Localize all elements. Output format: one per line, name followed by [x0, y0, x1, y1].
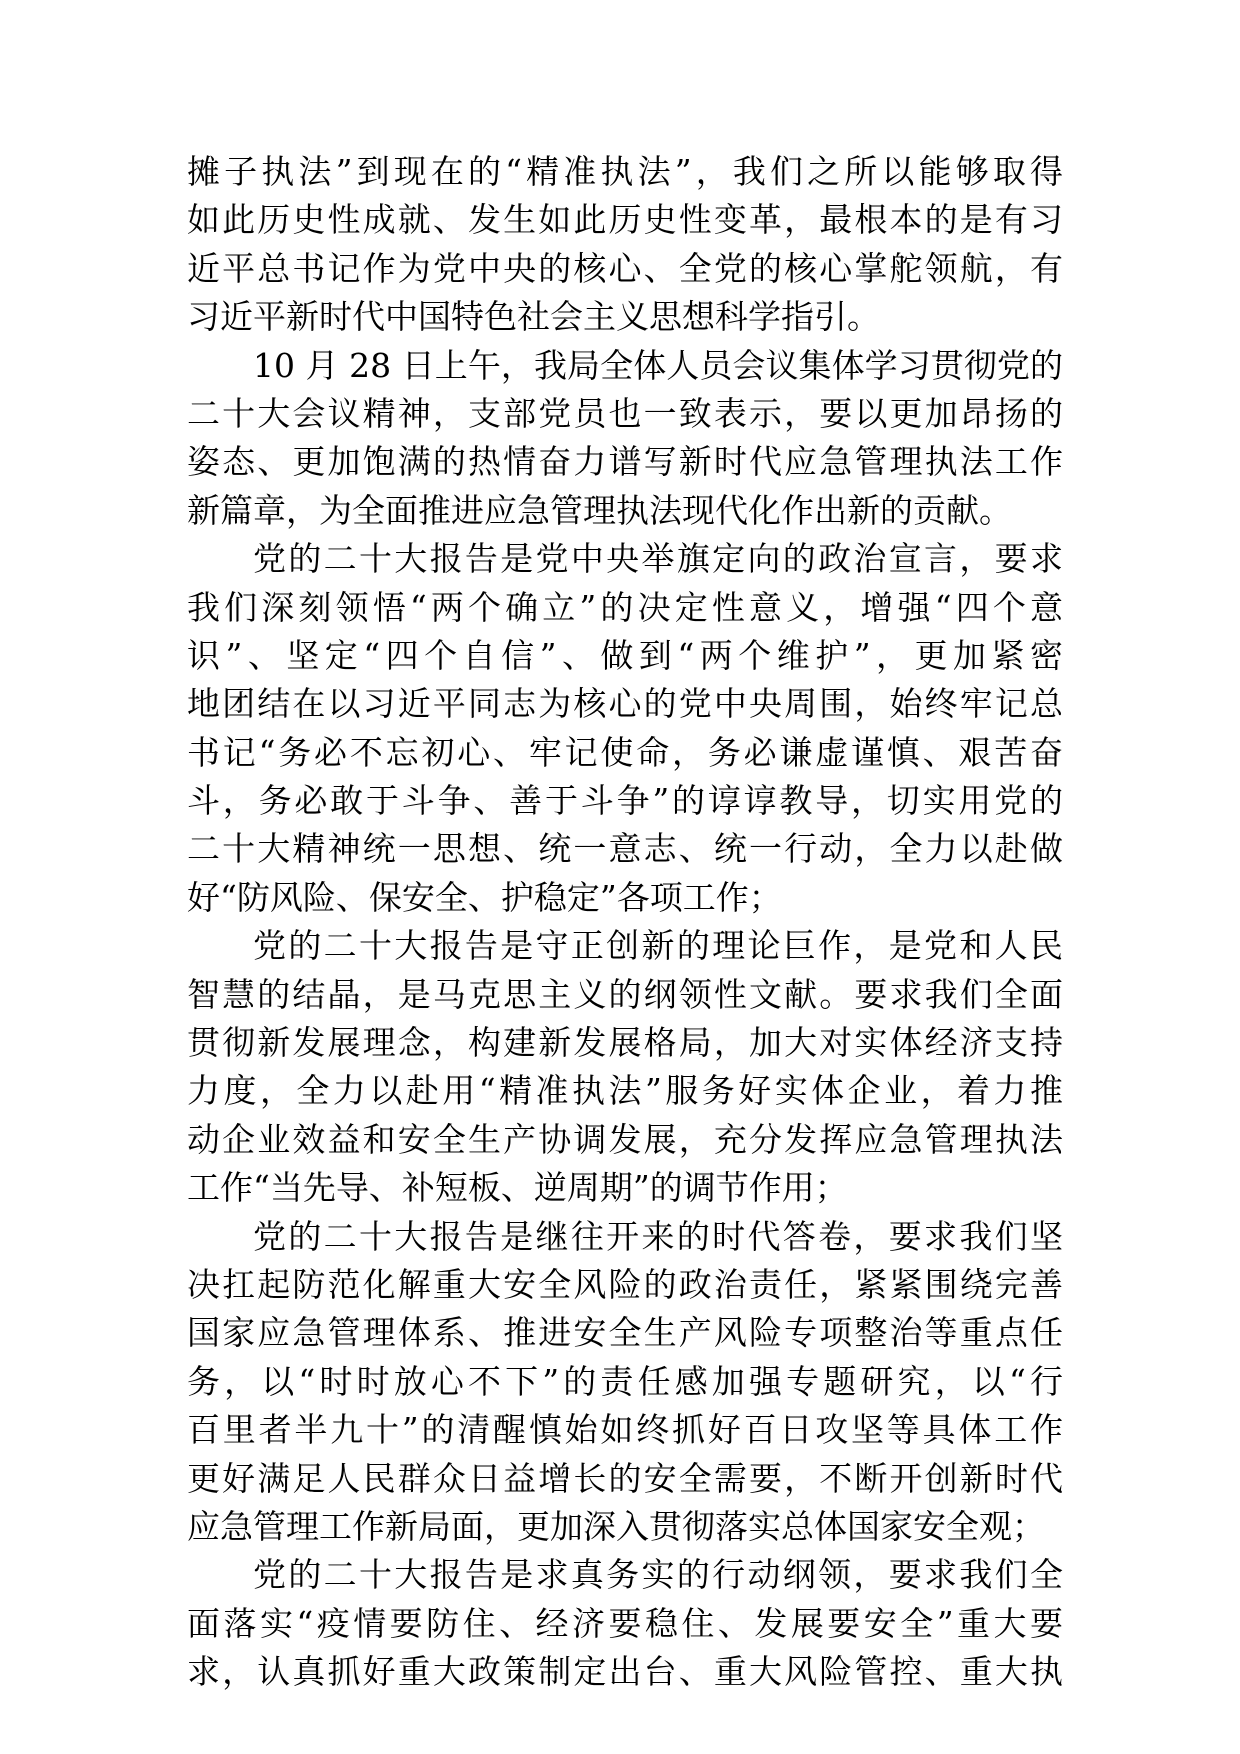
text-line: 面落实“疫情要防住、经济要稳住、发展要安全”重大要 [187, 1603, 1063, 1643]
paragraph-start-line: 10 月 28 日上午，我局全体人员会议集体学习贯彻党的 [253, 345, 1063, 385]
paragraph-start-line: 党的二十大报告是求真务实的行动纲领，要求我们全 [253, 1555, 1063, 1595]
text-line: 新篇章，为全面推进应急管理执法现代化作出新的贡献。 [187, 490, 1012, 530]
text-line: 书记“务必不忘初心、牢记使命，务必谦虚谨慎、艰苦奋 [187, 732, 1063, 772]
text-line: 好“防风险、保安全、护稳定”各项工作； [187, 877, 782, 917]
text-line: 近平总书记作为党中央的核心、全党的核心掌舵领航，有 [187, 248, 1063, 288]
text-line: 我们深刻领悟“两个确立”的决定性意义，增强“四个意 [187, 587, 1063, 627]
text-line: 二十大会议精神，支部党员也一致表示，要以更加昂扬的 [187, 393, 1063, 433]
text-line: 贯彻新发展理念，构建新发展格局，加大对实体经济支持 [187, 1023, 1063, 1063]
text-line: 智慧的结晶，是马克思主义的纲领性文献。要求我们全面 [187, 974, 1063, 1014]
text-line: 决扛起防范化解重大安全风险的政治责任，紧紧围绕完善 [187, 1264, 1063, 1304]
text-line: 习近平新时代中国特色社会主义思想科学指引。 [187, 297, 880, 337]
text-line: 国家应急管理体系、推进安全生产风险专项整治等重点任 [187, 1313, 1063, 1353]
document-body [187, 148, 1063, 1697]
paragraph-start-line: 党的二十大报告是党中央举旗定向的政治宣言，要求 [253, 539, 1063, 579]
paragraph-start-line: 党的二十大报告是守正创新的理论巨作，是党和人民 [253, 926, 1063, 966]
text-line: 动企业效益和安全生产协调发展，充分发挥应急管理执法 [187, 1119, 1063, 1159]
text-line: 工作“当先导、补短板、逆周期”的调节作用； [187, 1168, 848, 1208]
text-line: 识”、坚定“四个自信”、做到“两个维护”，更加紧密 [187, 635, 1063, 675]
text-line: 求，认真抓好重大政策制定出台、重大风险管控、重大执 [187, 1652, 1063, 1692]
text-line: 地团结在以习近平同志为核心的党中央周围，始终牢记总 [187, 684, 1063, 724]
paragraph-start-line: 党的二十大报告是继往开来的时代答卷，要求我们坚 [253, 1216, 1063, 1256]
text-line: 摊子执法”到现在的“精准执法”，我们之所以能够取得 [187, 152, 1063, 191]
text-line: 更好满足人民群众日益增长的安全需要，不断开创新时代 [187, 1458, 1063, 1498]
text-line: 务，以“时时放心不下”的责任感加强专题研究，以“行 [187, 1361, 1063, 1401]
text-line: 二十大精神统一思想、统一意志、统一行动，全力以赴做 [187, 829, 1063, 869]
text-line: 力度，全力以赴用“精准执法”服务好实体企业，着力推 [187, 1071, 1063, 1111]
text-line: 姿态、更加饱满的热情奋力谱写新时代应急管理执法工作 [187, 442, 1063, 482]
text-line: 斗，务必敢于斗争、善于斗争”的谆谆教导，切实用党的 [187, 781, 1063, 821]
text-line: 应急管理工作新局面，更加深入贯彻落实总体国家安全观； [187, 1506, 1045, 1546]
text-line: 如此历史性成就、发生如此历史性变革，最根本的是有习 [187, 200, 1063, 240]
text-line: 百里者半九十”的清醒慎始如终抓好百日攻坚等具体工作 [187, 1410, 1063, 1450]
